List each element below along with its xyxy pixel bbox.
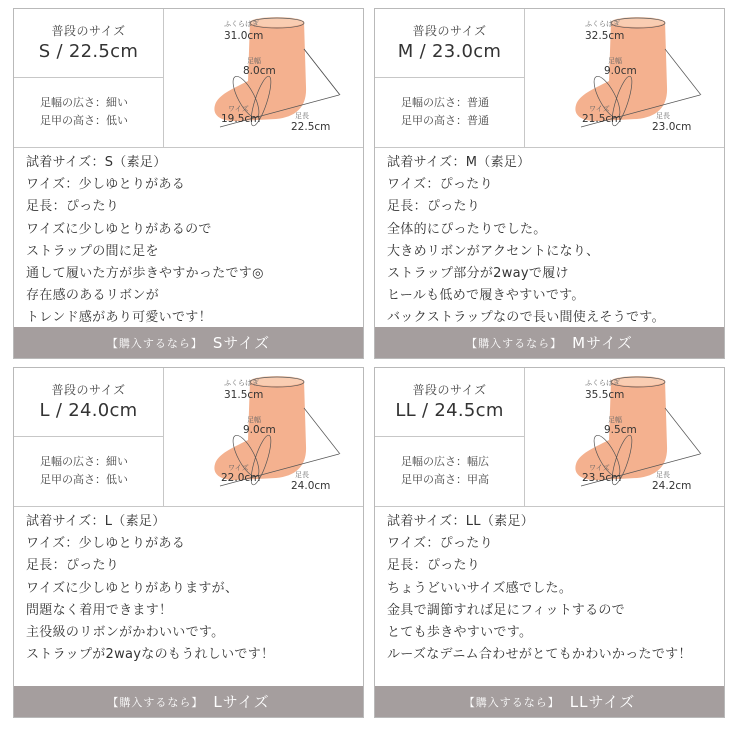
length-value: 23.0cm — [652, 121, 692, 133]
comment-line: 足長：ぴったり — [387, 199, 481, 215]
foot-illustration-icon — [164, 9, 363, 148]
foot-illustration-icon — [525, 9, 724, 148]
foot-shape-box — [14, 438, 163, 507]
comment-line: 金具で調節すれば足にフィットするので — [387, 602, 625, 618]
usual-size-label: 普段のサイズ — [412, 24, 487, 38]
calf-label: ふくらはぎ — [224, 20, 259, 28]
comment-line: 足長：ぴったり — [387, 558, 481, 574]
usual-size-value: S / 22.5cm — [38, 41, 139, 62]
review-card-ll — [374, 367, 725, 718]
review-comment — [375, 507, 724, 687]
comment-line: トレンド感があり可愛いです！ — [26, 310, 212, 326]
foot-width-text: 足幅の広さ：普通 — [401, 96, 489, 109]
foot-illustration-icon — [164, 368, 363, 507]
foot-shape-box — [14, 79, 163, 148]
ankle-label: 足幅 — [608, 57, 622, 65]
review-comment — [375, 148, 724, 328]
buy-recommendation-bar[interactable] — [14, 327, 363, 358]
comment-line: 足長：ぴったり — [26, 199, 120, 215]
ankle-label: 足幅 — [247, 57, 261, 65]
comment-line: ワイズに少しゆとりがあるので — [26, 221, 212, 237]
usual-size-box — [14, 9, 164, 148]
comment-line: 足長：ぴったり — [26, 558, 120, 574]
usual-size-head — [14, 368, 163, 437]
usual-size-head — [375, 9, 524, 78]
foot-width-text: 足幅の広さ：細い — [40, 455, 128, 468]
instep-height-text: 足甲の高さ：甲高 — [401, 473, 489, 486]
usual-size-label: 普段のサイズ — [51, 383, 126, 397]
wise-value: 23.5cm — [582, 472, 622, 484]
buy-prefix: 【購入するなら】 — [106, 337, 203, 350]
length-label: 足長 — [656, 112, 670, 120]
review-card-s — [13, 8, 364, 359]
calf-label: ふくらはぎ — [585, 20, 620, 28]
comment-line: 試着サイズ：S（素足） — [26, 155, 167, 170]
comment-line: 試着サイズ：M（素足） — [387, 155, 531, 170]
length-label: 足長 — [295, 112, 309, 120]
foot-measurement-diagram — [525, 9, 724, 148]
buy-prefix: 【購入するなら】 — [463, 696, 560, 709]
ankle-label: 足幅 — [247, 416, 261, 424]
usual-size-box — [375, 368, 525, 507]
buy-size-label: Mサイズ — [572, 334, 633, 352]
buy-prefix: 【購入するなら】 — [107, 696, 204, 709]
review-comment — [14, 148, 363, 328]
foot-shape-box — [375, 79, 524, 148]
review-comment — [14, 507, 363, 687]
buy-recommendation-bar[interactable] — [375, 686, 724, 717]
comment-line: 通して履いた方が歩きやすかったです◎ — [26, 266, 264, 282]
comment-line: とても歩きやすいです。 — [387, 625, 533, 641]
card-header — [14, 9, 363, 148]
ankle-label: 足幅 — [608, 416, 622, 424]
length-value: 22.5cm — [291, 121, 331, 133]
foot-illustration-icon — [525, 368, 724, 507]
foot-measurement-diagram — [164, 9, 363, 148]
wise-label: ワイズ — [228, 464, 249, 472]
comment-line: ストラップの間に足を — [26, 243, 159, 259]
comment-line: 大きめリボンがアクセントになり、 — [387, 243, 600, 259]
buy-size-label: Lサイズ — [213, 693, 270, 711]
buy-prefix: 【購入するなら】 — [466, 337, 563, 350]
card-header — [375, 9, 724, 148]
buy-recommendation-bar[interactable] — [375, 327, 724, 358]
comment-line: ちょうどいいサイズ感でした。 — [387, 580, 573, 596]
length-value: 24.0cm — [291, 480, 331, 492]
calf-label: ふくらはぎ — [585, 379, 620, 387]
comment-line: ストラップが2wayなのもうれしいです！ — [26, 647, 275, 663]
comment-line: ワイズ：ぴったり — [387, 536, 493, 552]
wise-label: ワイズ — [589, 105, 610, 113]
card-header — [14, 368, 363, 507]
calf-value: 35.5cm — [585, 389, 625, 401]
comment-line: ワイズ：ぴったり — [387, 177, 493, 193]
calf-value: 31.0cm — [224, 30, 264, 42]
usual-size-label: 普段のサイズ — [51, 24, 126, 38]
length-label: 足長 — [656, 471, 670, 479]
comment-line: ヒールも低めで履きやすいです。 — [387, 288, 585, 304]
wise-label: ワイズ — [589, 464, 610, 472]
calf-value: 31.5cm — [224, 389, 264, 401]
comment-line: ワイズに少しゆとりがありますが、 — [26, 580, 239, 596]
buy-size-label: LLサイズ — [569, 693, 636, 711]
usual-size-value: LL / 24.5cm — [395, 400, 504, 421]
wise-value: 22.0cm — [221, 472, 261, 484]
comment-line: 主役級のリボンがかわいいです。 — [26, 625, 225, 641]
comment-line: 存在感のあるリボンが — [26, 288, 160, 304]
card-header — [375, 368, 724, 507]
instep-height-text: 足甲の高さ：低い — [40, 114, 128, 127]
usual-size-label: 普段のサイズ — [412, 383, 487, 397]
foot-measurement-diagram — [164, 368, 363, 507]
usual-size-head — [14, 9, 163, 78]
comment-line: 試着サイズ：LL（素足） — [387, 514, 535, 529]
length-value: 24.2cm — [652, 480, 692, 492]
wise-value: 19.5cm — [221, 113, 261, 125]
comment-line: バックストラップなので長い間使えそうです。 — [387, 310, 665, 326]
foot-measurement-diagram — [525, 368, 724, 507]
comment-line: 問題なく着用できます！ — [26, 602, 173, 618]
usual-size-box — [14, 368, 164, 507]
wise-label: ワイズ — [228, 105, 249, 113]
comment-line: 全体的にぴったりでした。 — [387, 221, 547, 237]
usual-size-value: M / 23.0cm — [397, 41, 502, 62]
calf-label: ふくらはぎ — [224, 379, 259, 387]
usual-size-value: L / 24.0cm — [39, 400, 138, 421]
review-card-m — [374, 8, 725, 359]
instep-height-text: 足甲の高さ：普通 — [401, 114, 489, 127]
usual-size-head — [375, 368, 524, 437]
buy-size-label: Sサイズ — [212, 334, 271, 352]
foot-shape-box — [375, 438, 524, 507]
comment-line: ワイズ：少しゆとりがある — [26, 536, 186, 552]
review-card-l — [13, 367, 364, 718]
ankle-value: 8.0cm — [243, 65, 276, 77]
instep-height-text: 足甲の高さ：低い — [40, 473, 128, 486]
usual-size-box — [375, 9, 525, 148]
comment-line: ワイズ：少しゆとりがある — [26, 177, 186, 193]
calf-value: 32.5cm — [585, 30, 625, 42]
foot-width-text: 足幅の広さ：細い — [40, 96, 128, 109]
comment-line: ストラップ部分が2wayで履け — [387, 266, 569, 282]
wise-value: 21.5cm — [582, 113, 622, 125]
comment-line: 試着サイズ：L（素足） — [26, 514, 166, 529]
buy-recommendation-bar[interactable] — [14, 686, 363, 717]
ankle-value: 9.0cm — [243, 424, 276, 436]
comment-line: ルーズなデニム合わせがとてもかわいかったです！ — [387, 647, 692, 663]
ankle-value: 9.5cm — [604, 424, 637, 436]
foot-width-text: 足幅の広さ：幅広 — [401, 455, 489, 468]
length-label: 足長 — [295, 471, 309, 479]
ankle-value: 9.0cm — [604, 65, 637, 77]
